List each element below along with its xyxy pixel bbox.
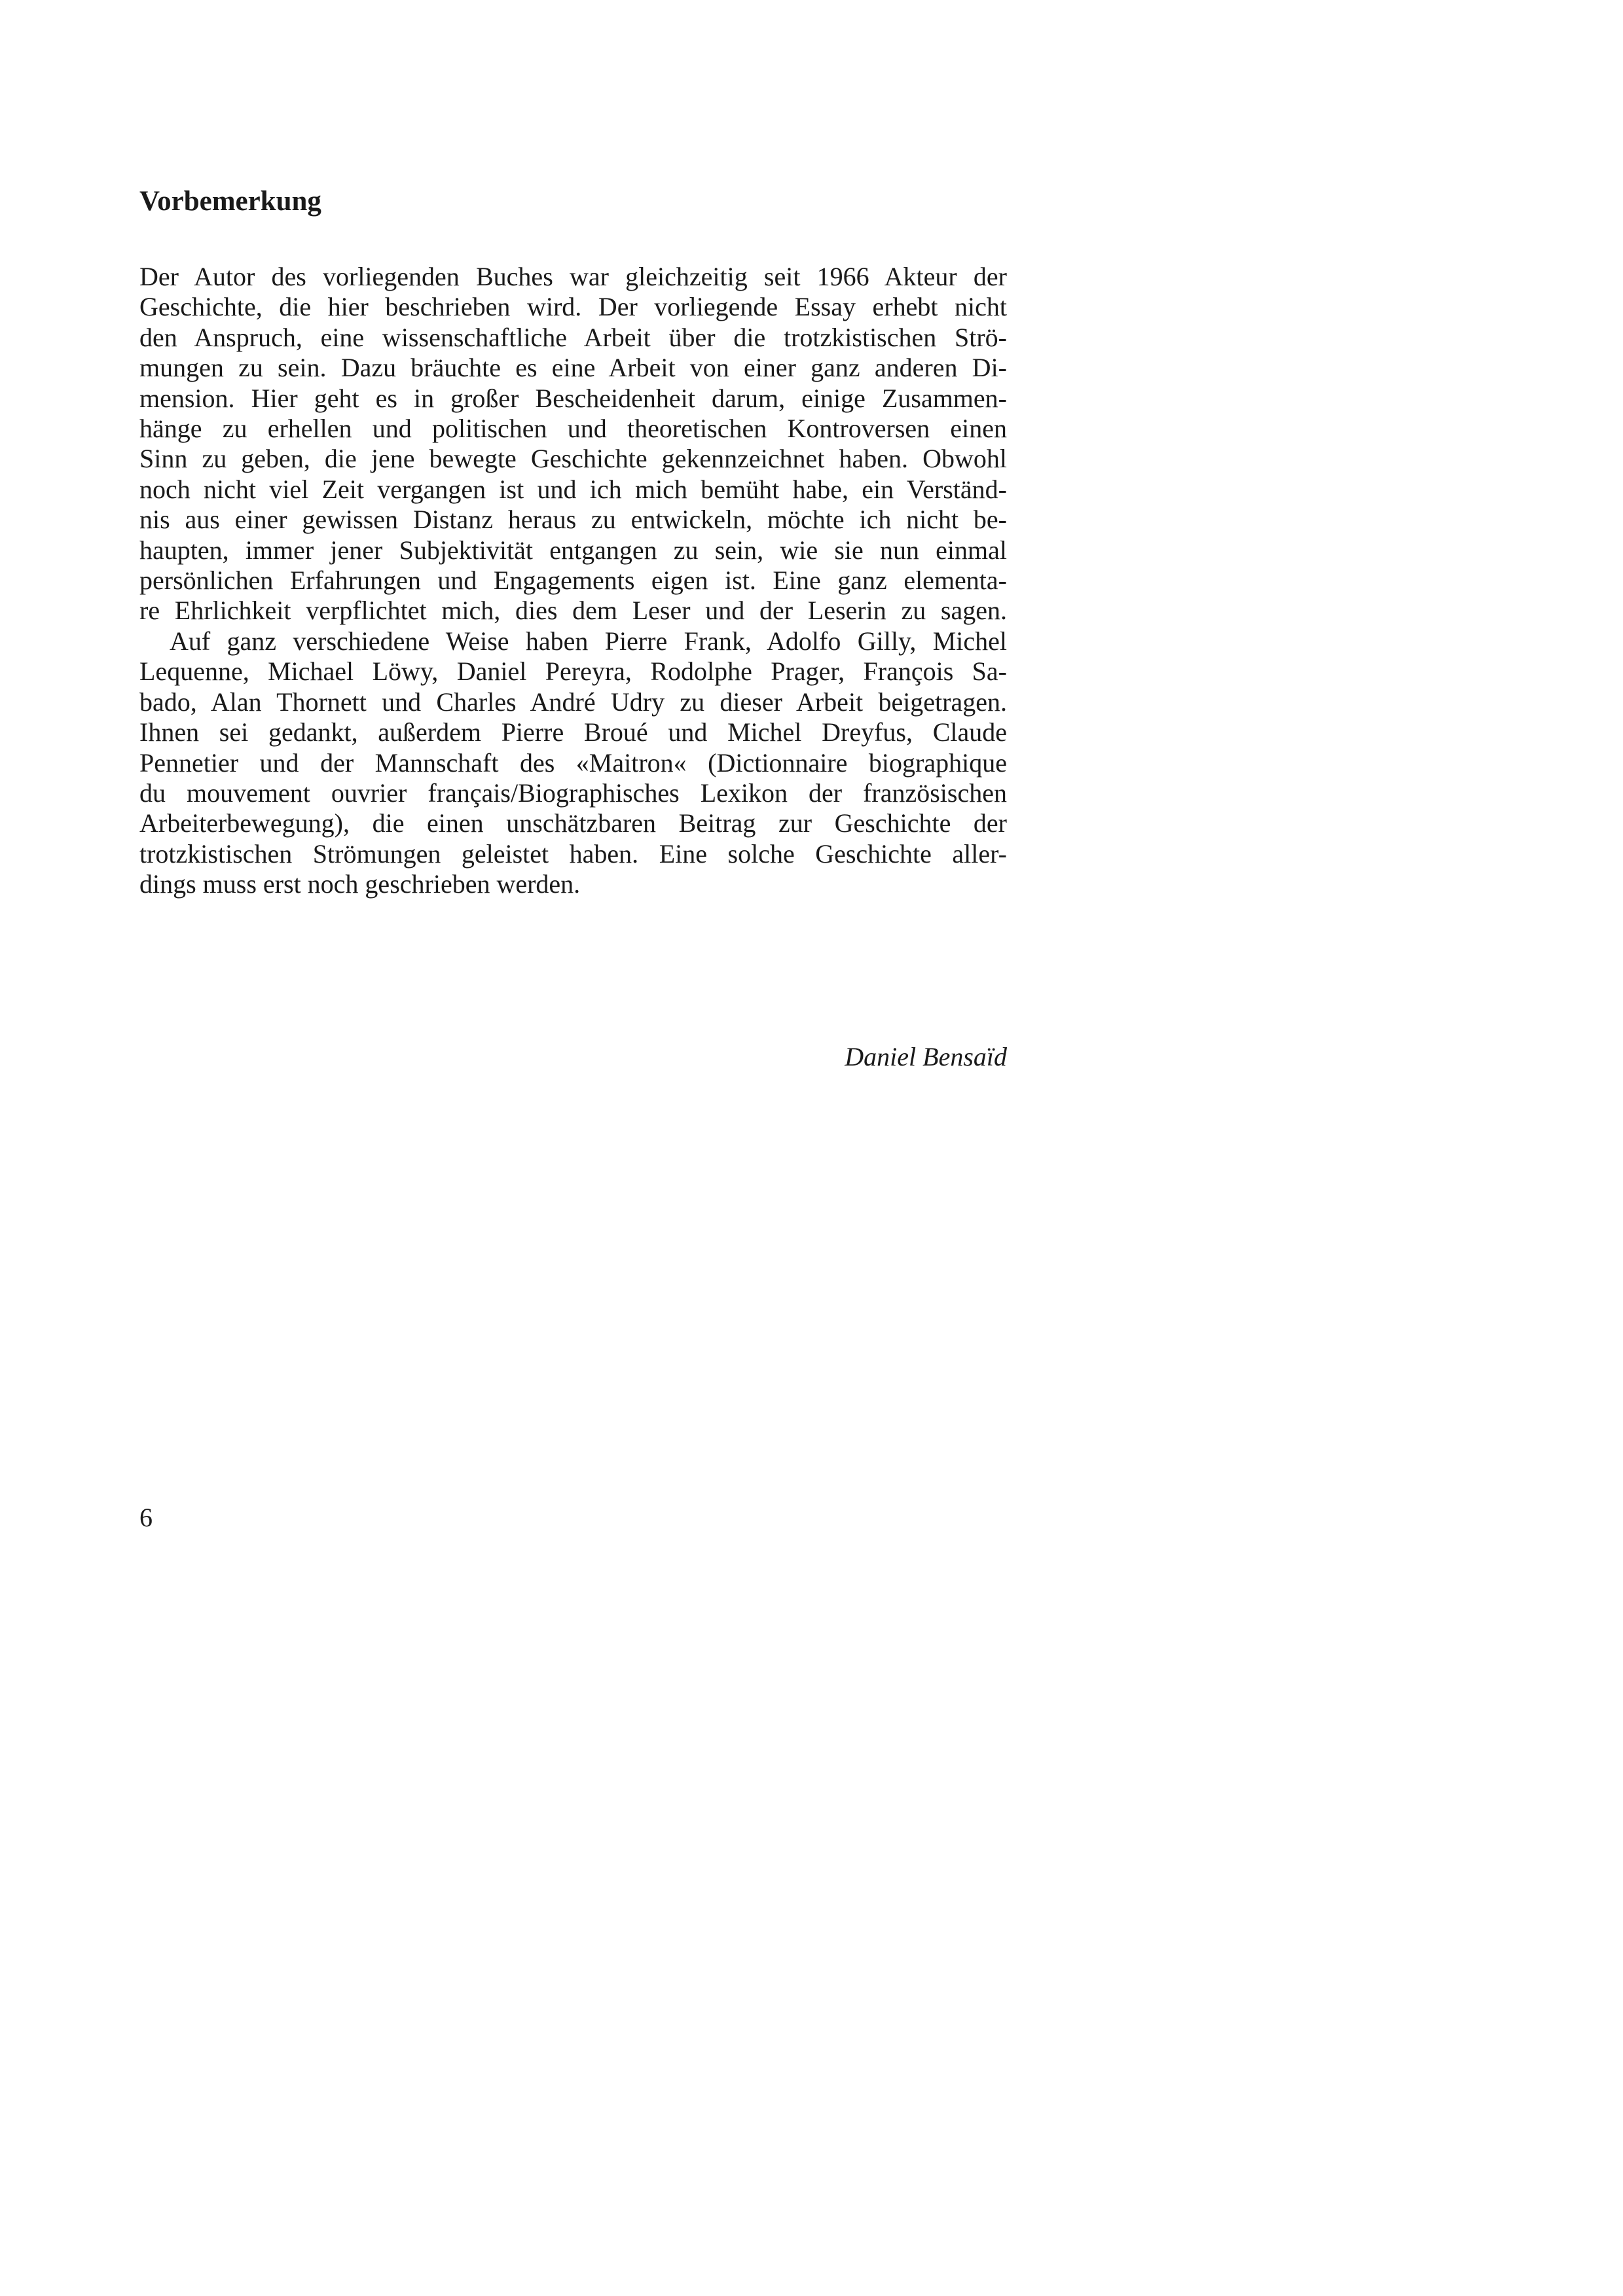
text-line: nis aus einer gewissen Distanz heraus zu entwickeln, möchte ich nicht be- xyxy=(139,505,1007,535)
text-line: haupten, immer jener Subjektivität entgangen zu sein, wie sie nun einmal xyxy=(139,535,1007,565)
text-line: mension. Hier geht es in großer Bescheidenheit darum, einige Zusammen- xyxy=(139,383,1007,413)
paragraph-intro xyxy=(139,262,1007,626)
author-signature: Daniel Bensaïd xyxy=(845,1042,1007,1071)
paragraph-acknowledgements xyxy=(139,626,1007,900)
text-line: Geschichte, die hier beschrieben wird. Der vorliegende Essay erhebt nicht xyxy=(139,292,1007,322)
page-number: 6 xyxy=(139,1503,153,1532)
text-line: den Anspruch, eine wissenschaftliche Arbeit über die trotzkistischen Strö- xyxy=(139,322,1007,352)
text-line: Ihnen sei gedankt, außerdem Pierre Broué und Michel Dreyfus, Claude xyxy=(139,717,1007,747)
text-line: Der Autor des vorliegenden Buches war gleichzeitig seit 1966 Akteur der xyxy=(139,262,1007,291)
text-line: dings muss erst noch geschrieben werden. xyxy=(139,869,581,899)
text-line: hänge zu erhellen und politischen und theoretischen Kontroversen einen xyxy=(139,414,1007,444)
text-line: Pennetier und der Mannschaft des «Maitron« (Dictionnaire biographique xyxy=(139,747,1007,778)
text-line: mungen zu sein. Dazu bräuchte es eine Arbeit von einer ganz anderen Di- xyxy=(139,353,1007,383)
text-line: Arbeiterbewegung), die einen unschätzbaren Beitrag zur Geschichte der xyxy=(139,808,1007,838)
text-line: noch nicht viel Zeit vergangen ist und ich mich bemüht habe, ein Verständ- xyxy=(139,474,1007,504)
text-line: Lequenne, Michael Löwy, Daniel Pereyra, Rodolphe Prager, François Sa- xyxy=(139,656,1007,687)
body-text xyxy=(139,262,1007,900)
text-line: Auf ganz verschiedene Weise haben Pierre Frank, Adolfo Gilly, Michel xyxy=(170,626,1007,656)
text-line: bado, Alan Thornett und Charles André Udry zu dieser Arbeit beigetragen. xyxy=(139,687,1007,717)
section-heading: Vorbemerkung xyxy=(139,186,321,217)
text-line: persönlichen Erfahrungen und Engagements eigen ist. Eine ganz elementa- xyxy=(139,565,1007,596)
text-line: du mouvement ouvrier français/Biographisches Lexikon der französischen xyxy=(139,778,1007,808)
text-line: trotzkistischen Strömungen geleistet haben. Eine solche Geschichte aller- xyxy=(139,838,1007,869)
text-line: Sinn zu geben, die jene bewegte Geschichte gekennzeichnet haben. Obwohl xyxy=(139,444,1007,474)
text-line: re Ehrlichkeit verpflichtet mich, dies dem Leser und der Leserin zu sagen. xyxy=(139,596,1007,626)
